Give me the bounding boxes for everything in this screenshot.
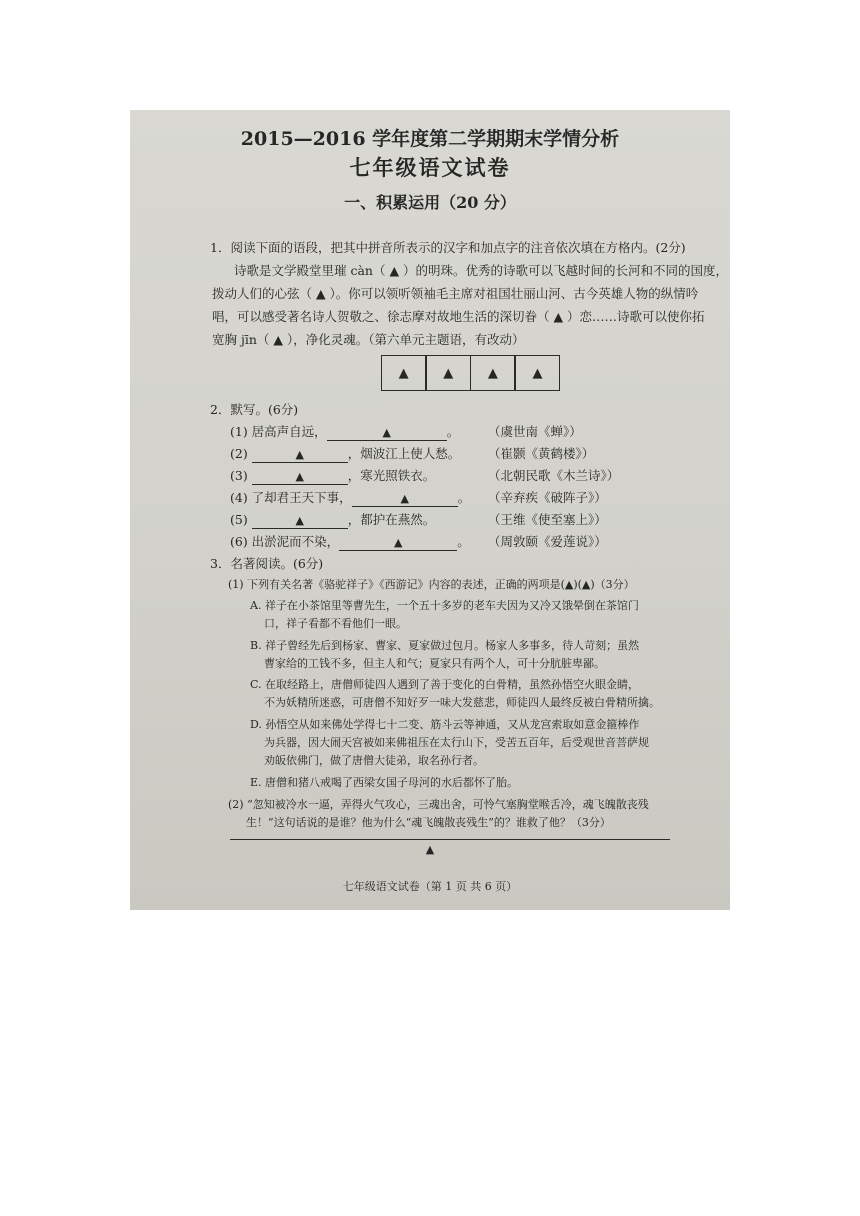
answer-box[interactable]: ▲ (470, 355, 516, 391)
recitation-line: (3) ▲ ，寒光照铁衣。 (230, 468, 436, 483)
q3-sub2: (2) “忽知被冷水一逼，弄得火气攻心，三魂出舍，可怜气塞胸堂喉舌冷，魂飞魄散丧残 (228, 798, 649, 811)
option-a: A. 祥子在小茶馆里等曹先生，一个五十多岁的老车夫因为又冷又饿晕倒在茶馆门 (250, 599, 639, 612)
q2-stem: 2．默写。(6分) (210, 402, 299, 417)
section-heading: 一、积累运用（20 分） (344, 193, 516, 212)
q1-line: 宽胸 jīn（ ▲ ），净化灵魂。（第六单元主题语，有改动） (212, 332, 525, 347)
q3-sub2: 生！”这句话说的是谁？他为什么“魂飞魄散丧残生”的？谁救了他？（3分） (246, 816, 611, 829)
option-e: E. 唐僧和猪八戒喝了西梁女国子母河的水后都怀了胎。 (250, 776, 519, 789)
q3-stem: 3．名著阅读。(6分) (210, 556, 324, 571)
q1-stem: 1．阅读下面的语段，把其中拼音所表示的汉字和加点字的注音依次填在方格内。(2分) (210, 240, 686, 255)
recitation-line: (1) 居高声自远， ▲ 。 (230, 424, 460, 439)
option-c: C. 在取经路上，唐僧师徒四人遇到了善于变化的白骨精，虽然孙悟空火眼金睛， (250, 678, 640, 691)
recitation-line: (6) 出淤泥而不染， ▲ 。 (230, 534, 470, 549)
poem-source: （王维《使至塞上》） (488, 512, 607, 527)
exam-page (130, 110, 730, 910)
recitation-line: (2) ▲ ，烟波江上使人愁。 (230, 446, 461, 461)
poem-source: （辛弃疾《破阵子》） (488, 490, 607, 505)
exam-subtitle: 七年级语文试卷 (349, 155, 511, 180)
fill-blank[interactable]: ▲ (252, 470, 348, 485)
exam-title: 2015—2016 学年度第二学期期末学情分析 (240, 128, 620, 150)
fill-blank[interactable]: ▲ (339, 536, 457, 551)
recitation-line: (4) 了却君王天下事， ▲ 。 (230, 490, 471, 505)
fill-blank[interactable]: ▲ (327, 426, 447, 441)
footer-mark: ▲ (425, 843, 435, 856)
q3-sub1: (1) 下列有关名著《骆驼祥子》《西游记》内容的表述，正确的两项是(▲)(▲)（3分） (228, 578, 635, 591)
poem-source: （北朝民歌《木兰诗》） (488, 468, 620, 483)
q1-line: 诗歌是文学殿堂里璀 càn（ ▲ ）的明珠。优秀的诗歌可以飞越时间的长河和不同的国度， (234, 263, 729, 278)
answer-boxes (382, 355, 560, 391)
q1-line: 唱，可以感受著名诗人贺敬之、徐志摩对故地生活的深切眷（ ▲ ）恋……诗歌可以使你拓 (212, 309, 705, 324)
answer-box[interactable]: ▲ (381, 355, 427, 391)
poem-source: （崔颢《黄鹤楼》） (488, 446, 595, 461)
recitation-line: (5) ▲ ，都护在燕然。 (230, 512, 436, 527)
option-a: 口，祥子看都不看他们一眼。 (264, 617, 407, 630)
poem-source: （虞世南《蝉》） (488, 424, 582, 439)
fill-blank[interactable]: ▲ (252, 448, 348, 463)
option-b: 曹家给的工钱不多，但主人和气；夏家只有两个人，可十分肮脏卑鄙。 (264, 657, 605, 670)
option-c: 不为妖精所迷惑，可唐僧不知好歹一味大发慈悲，师徒四人最终反被白骨精所擒。 (264, 696, 660, 709)
q1-line: 拨动人们的心弦（ ▲ ）。你可以领听领袖毛主席对祖国壮丽山河、古今英雄人物的纵情吟 (212, 286, 699, 301)
fill-blank[interactable]: ▲ (352, 492, 458, 507)
option-d: 劝皈依佛门，做了唐僧大徒弟，取名孙行者。 (264, 754, 484, 767)
poem-source: （周敦颐《爱莲说》） (488, 534, 607, 549)
answer-box[interactable]: ▲ (514, 355, 560, 391)
option-d: D. 孙悟空从如来佛处学得七十二变、筋斗云等神通，又从龙宫索取如意金箍棒作 (250, 718, 640, 731)
option-b: B. 祥子曾经先后到杨家、曹家、夏家做过包月。杨家人多事多，待人苛刻；虽然 (250, 639, 640, 652)
footer-rule (230, 839, 670, 840)
fill-blank[interactable]: ▲ (252, 514, 348, 529)
option-d: 为兵器，因大闹天宫被如来佛祖压在太行山下，受苦五百年，后受观世音菩萨规 (264, 736, 649, 749)
page-footer: 七年级语文试卷（第 1 页 共 6 页） (342, 880, 518, 893)
answer-box[interactable]: ▲ (425, 355, 471, 391)
